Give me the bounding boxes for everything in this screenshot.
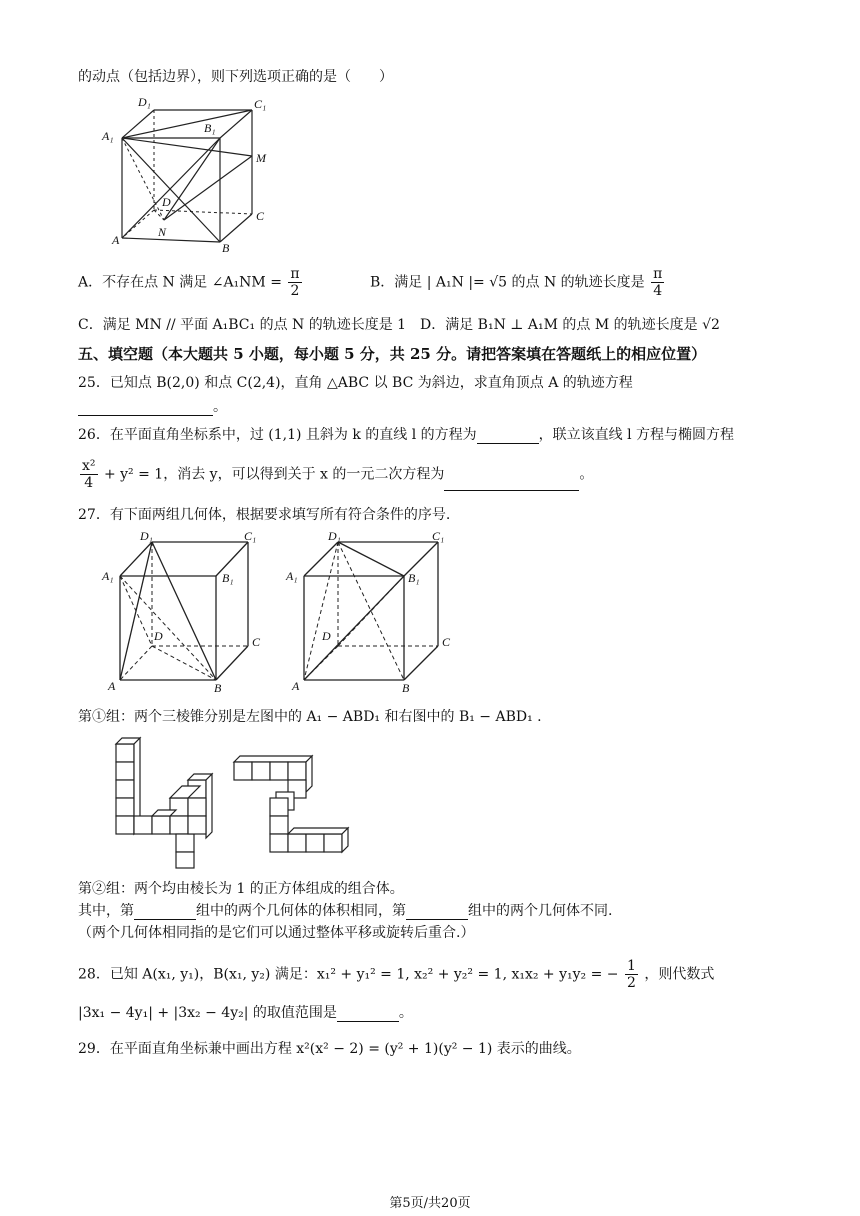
option-b: B．满足 | A₁N |= √5 的点 N 的轨迹长度是 $\frac{\pi}{4}$	[370, 266, 663, 299]
cube-figure-left	[98, 530, 268, 696]
label-d1: D₁	[328, 530, 341, 543]
cube-figure-right	[282, 530, 462, 696]
answer-blank[interactable]	[477, 429, 539, 444]
question-27-answer: 其中，第 组中的两个几何体的体积相同，第 组中的两个几何体不同.	[78, 903, 613, 919]
label-a1: A₁	[102, 569, 114, 583]
question-27-note: （两个几何体相同指的是它们可以通过整体平移或旋转后重合.）	[78, 925, 475, 941]
label-c1: C₁	[244, 530, 257, 543]
label-a: A	[292, 679, 300, 693]
label-c1: C₁	[432, 530, 445, 543]
label-a1: A₁	[102, 129, 114, 143]
label-a1: A₁	[286, 569, 298, 583]
answer-blank[interactable]	[78, 401, 213, 416]
answer-blank[interactable]	[337, 1007, 399, 1022]
label-m: M	[256, 151, 266, 165]
label-d1: D₁	[138, 95, 151, 109]
answer-blank[interactable]	[444, 476, 579, 491]
answer-blank[interactable]	[406, 905, 468, 920]
label-d: D	[322, 629, 331, 643]
question-29: 29．在平面直角坐标兼中画出方程 x²(x² − 2) = (y² + 1)(y² − 1) 表示的曲线。	[78, 1041, 581, 1057]
question-27: 27．有下面两组几何体，根据要求填写所有符合条件的序号.	[78, 507, 451, 523]
question-25-answer: 。	[78, 398, 227, 416]
label-d: D	[154, 629, 163, 643]
section-title: 五、填空题（本大题共 5 小题，每小题 5 分，共 25 分。请把答案填在答题纸上的相应位置）	[78, 345, 707, 363]
label-c: C	[442, 635, 451, 649]
label-b1: B₁	[408, 571, 420, 585]
page-footer: 第5页/共20页	[389, 1196, 471, 1211]
intro-line: 的动点（包括边界），则下列选项正确的是（ ）	[78, 69, 393, 85]
question-28: 28．已知 A(x₁, y₁)，B(x₁, y₂) 满足：x₁² + y₁² = 1, x₂² + y₂² = 1, x₁x₂ + y₁y₂ = − $\frac{1}{2}$ ，则代数式	[78, 958, 715, 991]
question-28-line2: |3x₁ − 4y₁| + |3x₂ − 4y₂| 的取值范围是 。	[78, 1005, 413, 1021]
label-a: A	[108, 679, 116, 693]
label-c: C	[256, 209, 265, 223]
question-25: 25．已知点 B(2,0) 和点 C(2,4)，直角 △ABC 以 BC 为斜边，求直角顶点 A 的轨迹方程	[78, 375, 633, 391]
option-a: A．不存在点 N 满足 ∠A₁NM = $\frac{\pi}{2}$	[78, 266, 300, 299]
label-b: B	[222, 241, 230, 255]
label-n: N	[158, 225, 167, 239]
cube-stacks-figure	[100, 732, 380, 872]
label-b1: B₁	[222, 571, 234, 585]
label-c1: C₁	[254, 97, 267, 111]
option-c: C．满足 MN // 平面 A₁BC₁ 的点 N 的轨迹长度是 1	[78, 317, 407, 333]
label-b: B	[214, 681, 222, 695]
cube-figure-1	[98, 92, 288, 258]
question-26: 26．在平面直角坐标系中，过 (1,1) 且斜为 k 的直线 l 的方程为 ，联立该直线 l 方程与椭圆方程	[78, 427, 735, 443]
label-d1: D₁	[140, 530, 153, 543]
label-a: A	[112, 233, 120, 247]
group-2-text: 第②组：两个均由棱长为 1 的正方体组成的组合体。	[78, 881, 404, 897]
group-1-text: 第①组：两个三棱锥分别是左图中的 A₁ − ABD₁ 和右图中的 B₁ − ABD₁ .	[78, 709, 542, 725]
option-d: D．满足 B₁N ⊥ A₁M 的点 M 的轨迹长度是 √2	[420, 317, 720, 333]
label-c: C	[252, 635, 261, 649]
label-b: B	[402, 681, 410, 695]
label-d: D	[162, 195, 171, 209]
label-b1: B₁	[204, 121, 216, 135]
question-26-line2: $\frac{\text{x²}}{4}$ + y² = 1，消去 y，可以得到关于 x 的一元二次方程为 。	[82, 458, 594, 491]
answer-blank[interactable]	[134, 905, 196, 920]
